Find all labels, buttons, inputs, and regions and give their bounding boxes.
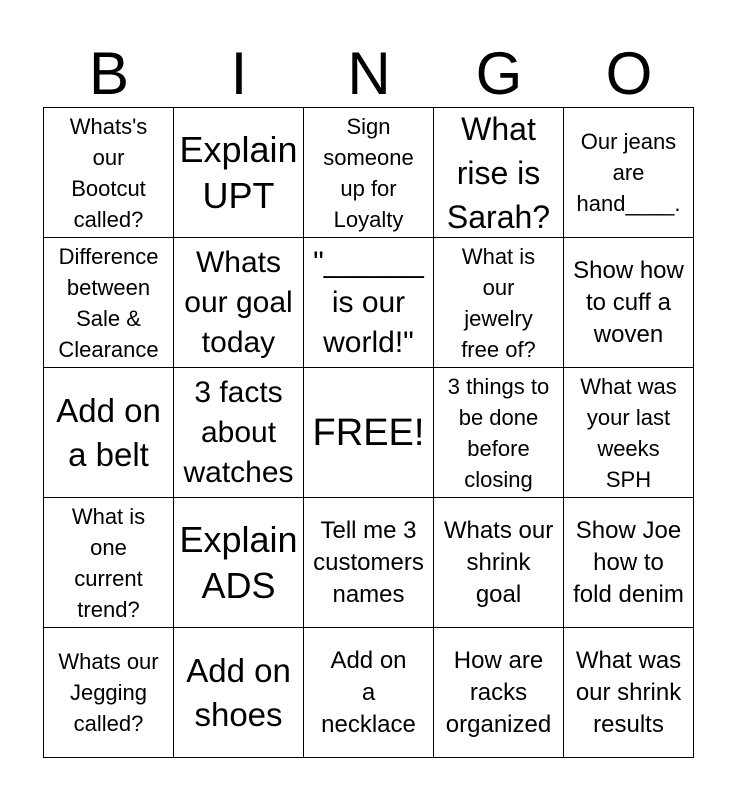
cell-text: Tell me 3 customers names	[313, 516, 424, 608]
bingo-cell-r2c1[interactable]	[44, 238, 174, 368]
cell-text: Whats's our Bootcut called?	[69, 113, 148, 232]
bingo-cell-r4c5[interactable]	[564, 498, 694, 628]
bingo-cell-r1c4[interactable]	[434, 108, 564, 238]
free-space-label: FREE!	[312, 411, 425, 454]
cell-text: What is our jewelry free of?	[461, 243, 536, 362]
bingo-cell-r3c2[interactable]	[174, 368, 304, 498]
bingo-cell-r5c5[interactable]	[564, 628, 694, 758]
bingo-cell-r5c3[interactable]	[304, 628, 434, 758]
cell-text: Whats our shrink goal	[443, 516, 554, 608]
bingo-cell-r1c2[interactable]	[174, 108, 304, 238]
bingo-cell-r3c3-free-space[interactable]	[304, 368, 434, 498]
cell-text: Our jeans are hand____.	[576, 129, 681, 216]
cell-text: Show how to cuff a woven	[573, 256, 684, 348]
bingo-cell-r3c4[interactable]	[434, 368, 564, 498]
cell-text: "______ is our world!"	[313, 245, 424, 359]
bingo-cell-r4c2[interactable]	[174, 498, 304, 628]
header-letter-g: G	[475, 40, 523, 107]
bingo-cell-r5c4[interactable]	[434, 628, 564, 758]
bingo-cell-r4c3[interactable]	[304, 498, 434, 628]
bingo-cell-r3c1[interactable]	[44, 368, 174, 498]
cell-text: Whats our goal today	[184, 245, 293, 359]
cell-text: How are racks organized	[445, 646, 552, 738]
cell-text: What was your last weeks SPH	[580, 373, 677, 492]
bingo-cell-r4c4[interactable]	[434, 498, 564, 628]
bingo-cell-r2c3[interactable]	[304, 238, 434, 368]
bingo-cell-r1c5[interactable]	[564, 108, 694, 238]
bingo-cell-r1c3[interactable]	[304, 108, 434, 238]
bingo-cell-r1c1[interactable]	[44, 108, 174, 238]
cell-text: Whats our Jegging called?	[58, 649, 159, 736]
cell-text: Explain UPT	[179, 128, 298, 216]
bingo-cell-r2c4[interactable]	[434, 238, 564, 368]
header-letter-n: N	[347, 40, 391, 107]
cell-text: 3 facts about watches	[183, 375, 294, 489]
header-letter-o: O	[605, 40, 653, 107]
cell-text: Show Joe how to fold denim	[573, 516, 684, 608]
bingo-cell-r5c1[interactable]	[44, 628, 174, 758]
cell-text: 3 things to be done before closing	[447, 373, 550, 492]
cell-text: Sign someone up for Loyalty	[323, 113, 414, 232]
cell-text: What is one current trend?	[71, 503, 146, 622]
cell-text: Add on shoes	[186, 651, 291, 733]
cell-text: Difference between Sale & Clearance	[58, 243, 159, 362]
cell-text: What was our shrink results	[575, 646, 682, 738]
bingo-cell-r3c5[interactable]	[564, 368, 694, 498]
header-letter-i: I	[230, 40, 248, 107]
bingo-card-grid	[43, 107, 694, 758]
bingo-header	[44, 40, 694, 108]
bingo-cell-r2c2[interactable]	[174, 238, 304, 368]
cell-text: Add on a belt	[56, 391, 161, 473]
cell-text: Add on a necklace	[321, 646, 416, 738]
bingo-cell-r5c2[interactable]	[174, 628, 304, 758]
header-letter-b: B	[88, 40, 130, 107]
cell-text: Explain ADS	[179, 518, 298, 606]
bingo-cell-r4c1[interactable]	[44, 498, 174, 628]
cell-text: What rise is Sarah?	[446, 110, 551, 235]
bingo-cell-r2c5[interactable]	[564, 238, 694, 368]
